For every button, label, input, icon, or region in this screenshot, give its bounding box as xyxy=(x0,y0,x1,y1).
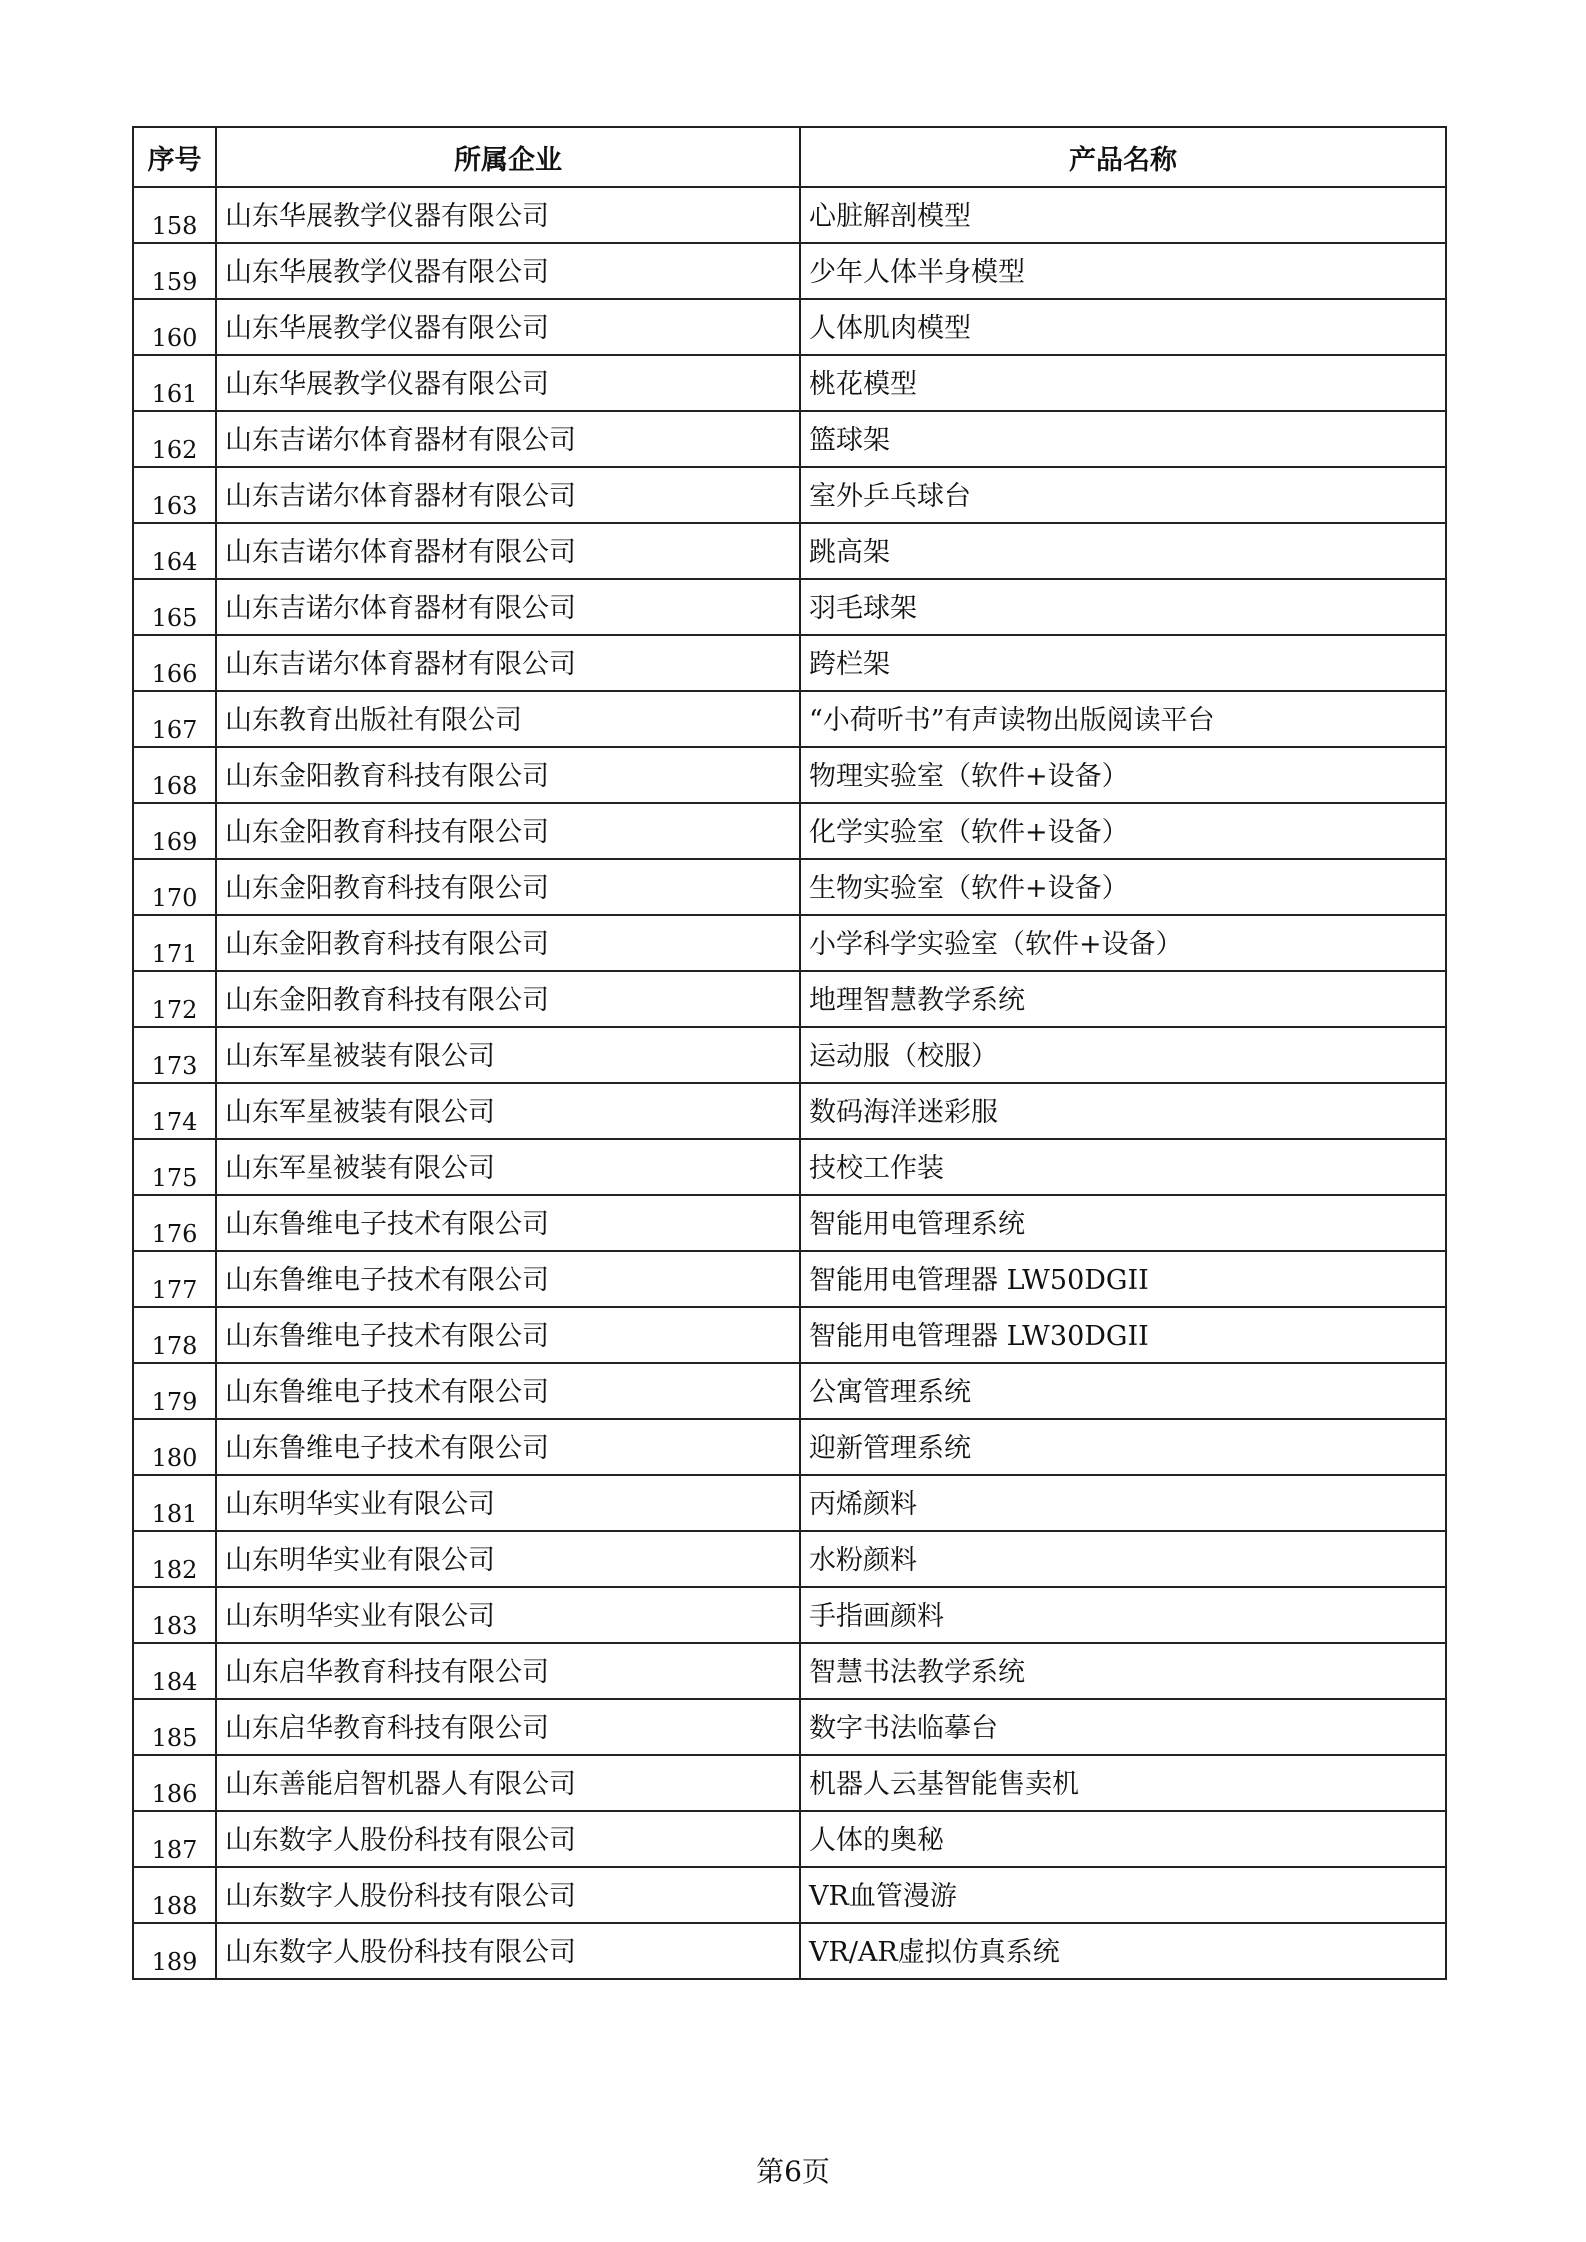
table-row xyxy=(133,1027,1446,1083)
row-number: 175 xyxy=(133,1139,216,1195)
company-name: 山东鲁维电子技术有限公司 xyxy=(216,1363,800,1419)
row-number: 181 xyxy=(133,1475,216,1531)
row-number: 174 xyxy=(133,1083,216,1139)
table-header-row xyxy=(133,127,1446,187)
product-name: VR/AR虚拟仿真系统 xyxy=(800,1923,1446,1979)
table-row xyxy=(133,187,1446,243)
product-name: 跳高架 xyxy=(800,523,1446,579)
product-name: 桃花模型 xyxy=(800,355,1446,411)
row-number: 164 xyxy=(133,523,216,579)
product-name: 数码海洋迷彩服 xyxy=(800,1083,1446,1139)
company-name: 山东数字人股份科技有限公司 xyxy=(216,1923,800,1979)
company-name: 山东善能启智机器人有限公司 xyxy=(216,1755,800,1811)
company-name: 山东吉诺尔体育器材有限公司 xyxy=(216,467,800,523)
product-name: 迎新管理系统 xyxy=(800,1419,1446,1475)
table-row xyxy=(133,803,1446,859)
row-number: 179 xyxy=(133,1363,216,1419)
row-number: 163 xyxy=(133,467,216,523)
company-name: 山东军星被装有限公司 xyxy=(216,1083,800,1139)
product-name: 智能用电管理器 LW50DGII xyxy=(800,1251,1446,1307)
product-name: 小学科学实验室（软件+设备） xyxy=(800,915,1446,971)
product-name: 数字书法临摹台 xyxy=(800,1699,1446,1755)
company-name: 山东教育出版社有限公司 xyxy=(216,691,800,747)
product-name: 水粉颜料 xyxy=(800,1531,1446,1587)
table-row xyxy=(133,1419,1446,1475)
product-name: 运动服（校服） xyxy=(800,1027,1446,1083)
company-name: 山东华展教学仪器有限公司 xyxy=(216,243,800,299)
product-name: 人体的奥秘 xyxy=(800,1811,1446,1867)
row-number: 186 xyxy=(133,1755,216,1811)
product-table xyxy=(132,126,1447,1980)
row-number: 160 xyxy=(133,299,216,355)
page-number: 第6页 xyxy=(756,2155,830,2188)
row-number: 171 xyxy=(133,915,216,971)
row-number: 185 xyxy=(133,1699,216,1755)
company-name: 山东明华实业有限公司 xyxy=(216,1531,800,1587)
company-name: 山东鲁维电子技术有限公司 xyxy=(216,1419,800,1475)
product-name: 丙烯颜料 xyxy=(800,1475,1446,1531)
table-row xyxy=(133,1587,1446,1643)
table-row xyxy=(133,859,1446,915)
company-name: 山东明华实业有限公司 xyxy=(216,1475,800,1531)
table-row xyxy=(133,1195,1446,1251)
product-name: 机器人云基智能售卖机 xyxy=(800,1755,1446,1811)
company-name: 山东华展教学仪器有限公司 xyxy=(216,299,800,355)
table-row xyxy=(133,299,1446,355)
company-name: 山东鲁维电子技术有限公司 xyxy=(216,1307,800,1363)
table-row xyxy=(133,1307,1446,1363)
product-name: 公寓管理系统 xyxy=(800,1363,1446,1419)
header-product: 产品名称 xyxy=(800,127,1446,187)
company-name: 山东鲁维电子技术有限公司 xyxy=(216,1195,800,1251)
product-name: 技校工作装 xyxy=(800,1139,1446,1195)
row-number: 188 xyxy=(133,1867,216,1923)
table-row xyxy=(133,1755,1446,1811)
table-row xyxy=(133,355,1446,411)
header-number: 序号 xyxy=(133,127,216,187)
table-row xyxy=(133,1867,1446,1923)
table-row xyxy=(133,1475,1446,1531)
table-row xyxy=(133,915,1446,971)
row-number: 170 xyxy=(133,859,216,915)
table-row xyxy=(133,243,1446,299)
table-row xyxy=(133,1923,1446,1979)
row-number: 178 xyxy=(133,1307,216,1363)
company-name: 山东吉诺尔体育器材有限公司 xyxy=(216,411,800,467)
product-name: 羽毛球架 xyxy=(800,579,1446,635)
product-name: 地理智慧教学系统 xyxy=(800,971,1446,1027)
product-name: 物理实验室（软件+设备） xyxy=(800,747,1446,803)
company-name: 山东吉诺尔体育器材有限公司 xyxy=(216,523,800,579)
table-row xyxy=(133,1699,1446,1755)
product-name: 室外乒乓球台 xyxy=(800,467,1446,523)
row-number: 159 xyxy=(133,243,216,299)
product-name: VR血管漫游 xyxy=(800,1867,1446,1923)
product-name: 手指画颜料 xyxy=(800,1587,1446,1643)
table-row xyxy=(133,1811,1446,1867)
table-row xyxy=(133,747,1446,803)
company-name: 山东鲁维电子技术有限公司 xyxy=(216,1251,800,1307)
row-number: 172 xyxy=(133,971,216,1027)
table-row xyxy=(133,1643,1446,1699)
company-name: 山东军星被装有限公司 xyxy=(216,1027,800,1083)
company-name: 山东金阳教育科技有限公司 xyxy=(216,747,800,803)
row-number: 180 xyxy=(133,1419,216,1475)
table-row xyxy=(133,1083,1446,1139)
row-number: 167 xyxy=(133,691,216,747)
company-name: 山东启华教育科技有限公司 xyxy=(216,1643,800,1699)
row-number: 184 xyxy=(133,1643,216,1699)
company-name: 山东吉诺尔体育器材有限公司 xyxy=(216,635,800,691)
table-body xyxy=(133,187,1446,1979)
product-name: “小荷听书”有声读物出版阅读平台 xyxy=(800,691,1446,747)
row-number: 165 xyxy=(133,579,216,635)
row-number: 183 xyxy=(133,1587,216,1643)
company-name: 山东数字人股份科技有限公司 xyxy=(216,1867,800,1923)
table-row xyxy=(133,635,1446,691)
row-number: 162 xyxy=(133,411,216,467)
table-row xyxy=(133,1531,1446,1587)
company-name: 山东金阳教育科技有限公司 xyxy=(216,803,800,859)
company-name: 山东明华实业有限公司 xyxy=(216,1587,800,1643)
company-name: 山东华展教学仪器有限公司 xyxy=(216,187,800,243)
row-number: 177 xyxy=(133,1251,216,1307)
company-name: 山东数字人股份科技有限公司 xyxy=(216,1811,800,1867)
product-name: 化学实验室（软件+设备） xyxy=(800,803,1446,859)
product-name: 篮球架 xyxy=(800,411,1446,467)
product-name: 少年人体半身模型 xyxy=(800,243,1446,299)
table-row xyxy=(133,691,1446,747)
row-number: 176 xyxy=(133,1195,216,1251)
table-row xyxy=(133,1139,1446,1195)
header-company: 所属企业 xyxy=(216,127,800,187)
row-number: 158 xyxy=(133,187,216,243)
company-name: 山东金阳教育科技有限公司 xyxy=(216,915,800,971)
company-name: 山东金阳教育科技有限公司 xyxy=(216,971,800,1027)
table-row xyxy=(133,467,1446,523)
product-name: 生物实验室（软件+设备） xyxy=(800,859,1446,915)
table-row xyxy=(133,971,1446,1027)
product-name: 智慧书法教学系统 xyxy=(800,1643,1446,1699)
row-number: 166 xyxy=(133,635,216,691)
row-number: 161 xyxy=(133,355,216,411)
company-name: 山东军星被装有限公司 xyxy=(216,1139,800,1195)
company-name: 山东华展教学仪器有限公司 xyxy=(216,355,800,411)
row-number: 182 xyxy=(133,1531,216,1587)
table-row xyxy=(133,1363,1446,1419)
company-name: 山东金阳教育科技有限公司 xyxy=(216,859,800,915)
table-row xyxy=(133,523,1446,579)
product-name: 智能用电管理器 LW30DGII xyxy=(800,1307,1446,1363)
table-row xyxy=(133,1251,1446,1307)
table-row xyxy=(133,579,1446,635)
row-number: 168 xyxy=(133,747,216,803)
row-number: 187 xyxy=(133,1811,216,1867)
product-name: 人体肌肉模型 xyxy=(800,299,1446,355)
row-number: 169 xyxy=(133,803,216,859)
row-number: 173 xyxy=(133,1027,216,1083)
product-name: 心脏解剖模型 xyxy=(800,187,1446,243)
company-name: 山东启华教育科技有限公司 xyxy=(216,1699,800,1755)
product-name: 智能用电管理系统 xyxy=(800,1195,1446,1251)
company-name: 山东吉诺尔体育器材有限公司 xyxy=(216,579,800,635)
row-number: 189 xyxy=(133,1923,216,1979)
table-row xyxy=(133,411,1446,467)
product-name: 跨栏架 xyxy=(800,635,1446,691)
